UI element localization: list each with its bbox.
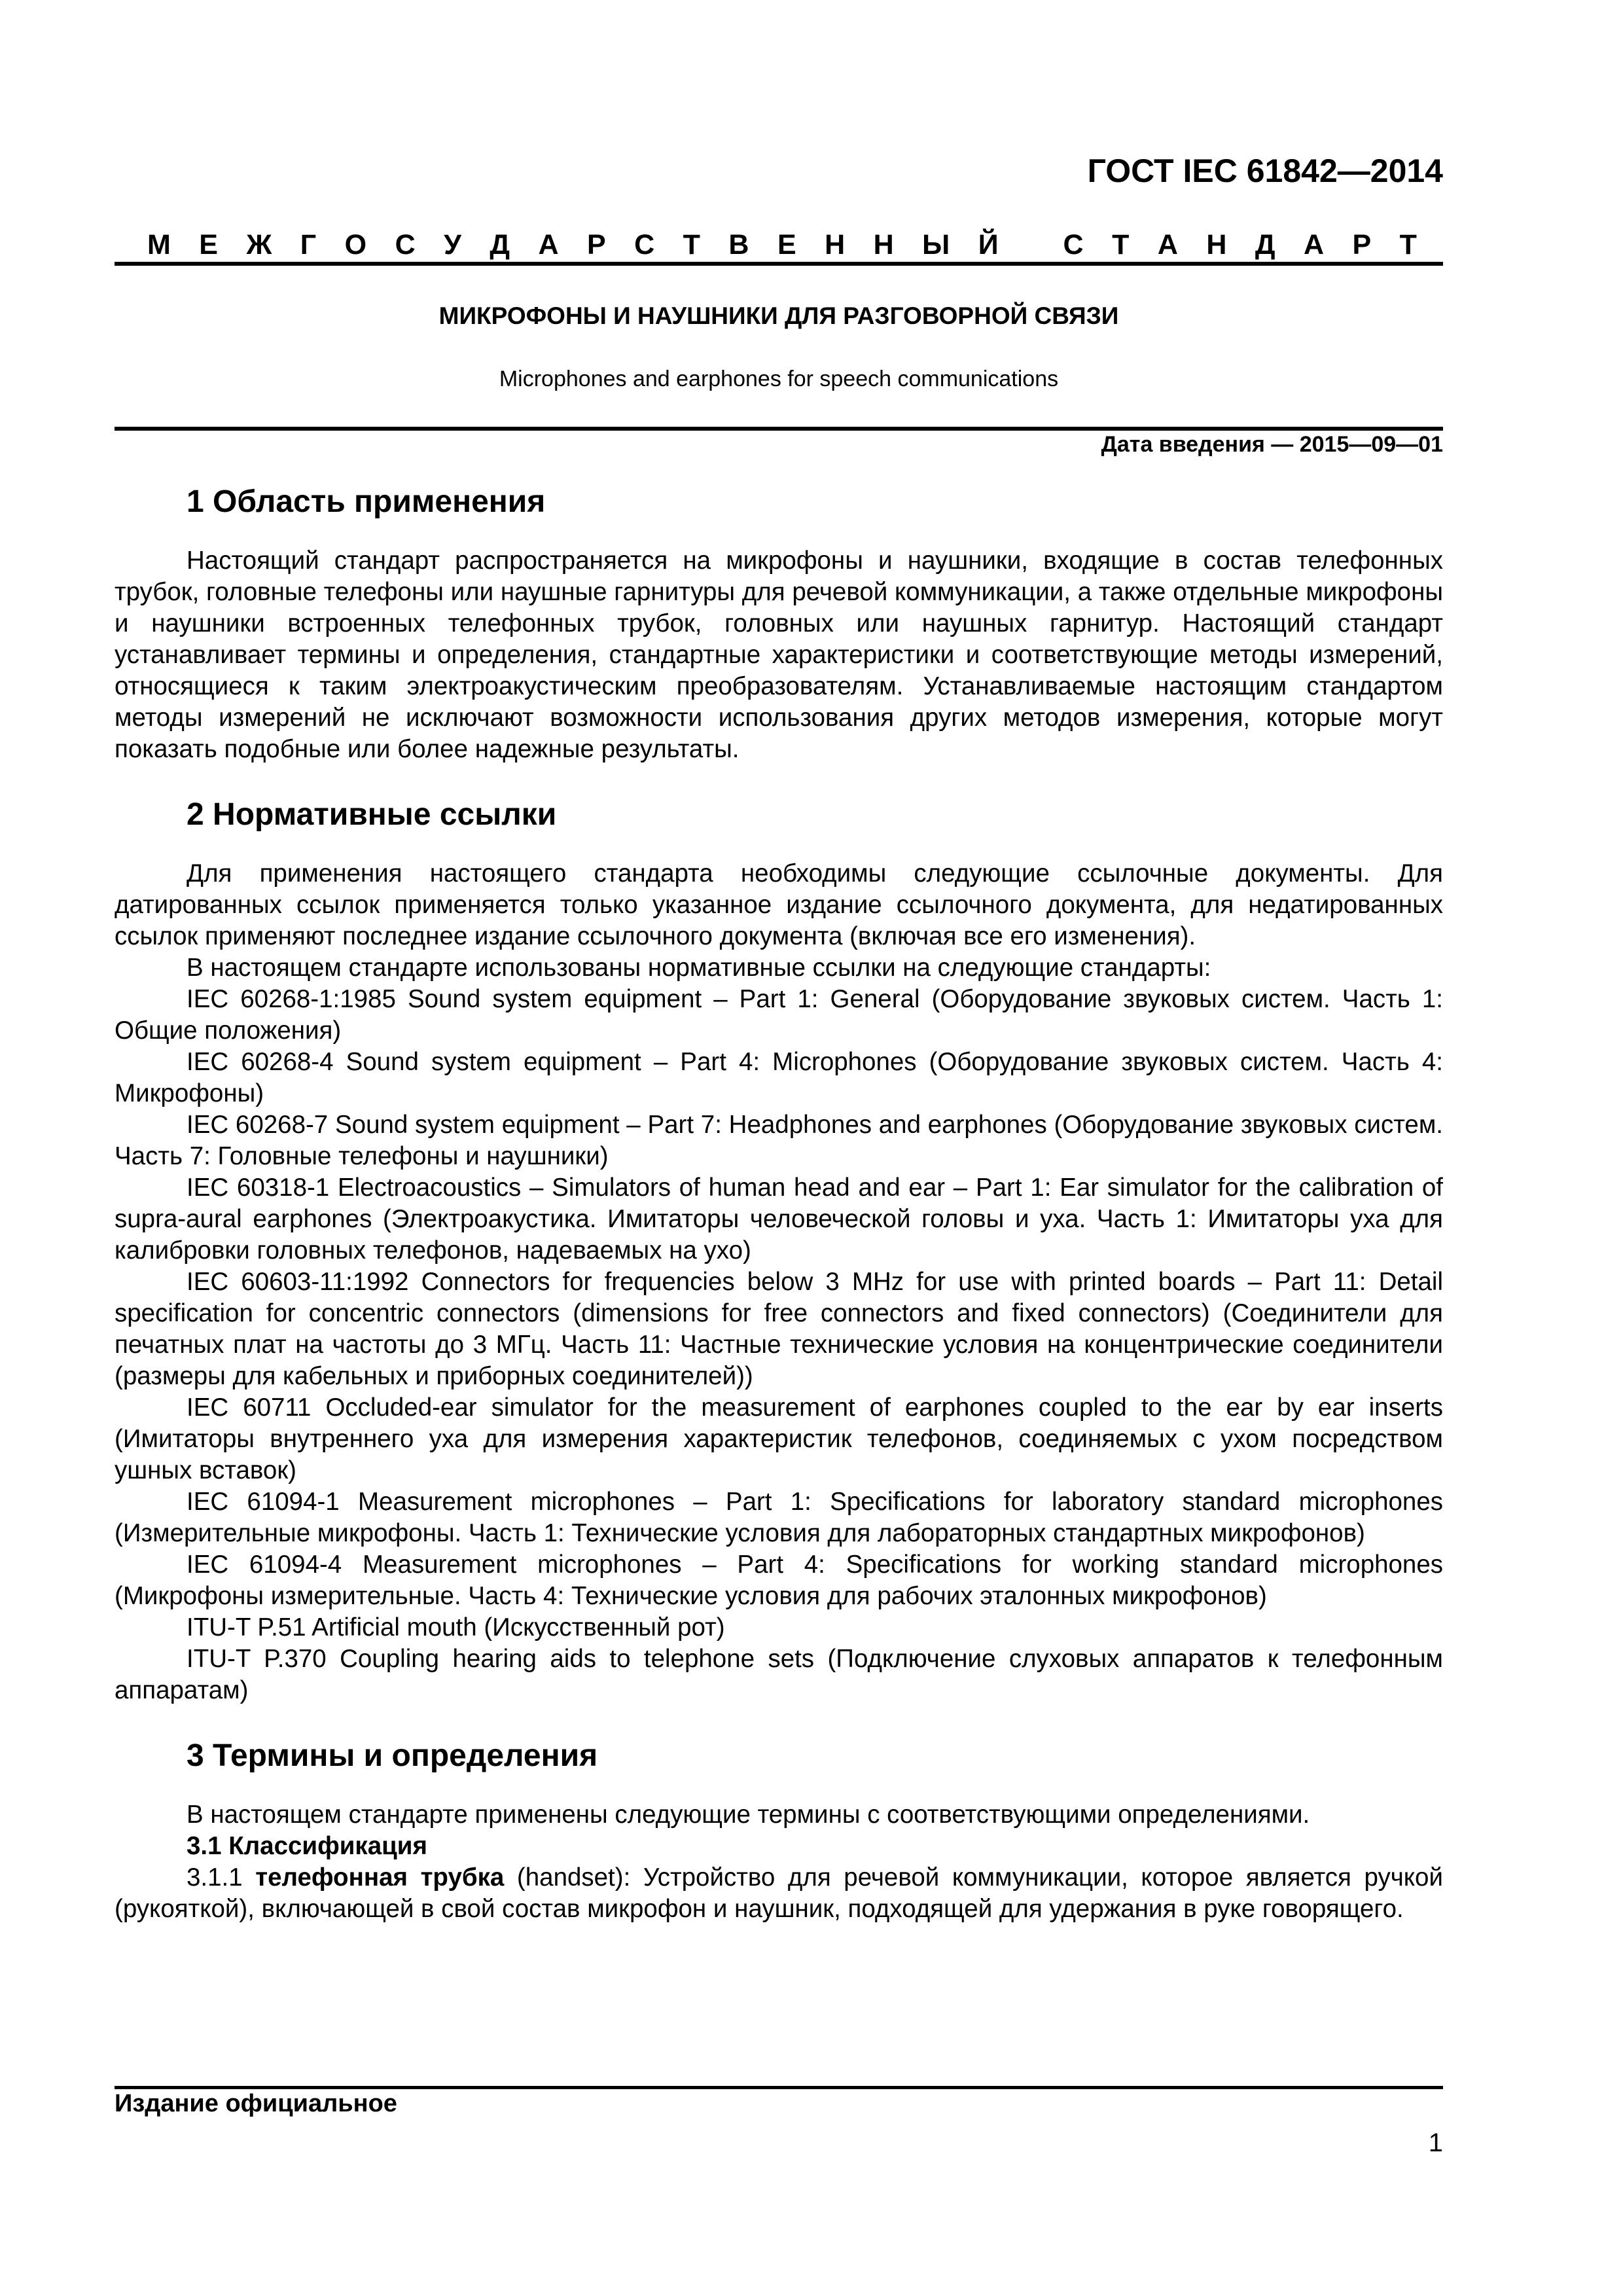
document-body: [115, 481, 1443, 1954]
document-page: [115, 0, 1443, 2296]
banner-letter: Н: [1206, 229, 1227, 260]
banner-letter: У: [444, 229, 461, 260]
banner-letter: М: [147, 229, 171, 260]
banner-letter: В: [728, 229, 749, 260]
banner-letter: Т: [1399, 229, 1417, 260]
term-definition: [115, 1862, 1443, 1925]
banner-letter: А: [538, 229, 559, 260]
banner-letter: С: [634, 229, 655, 260]
banner-letter: Р: [586, 229, 606, 260]
reference-item: IEC 60268-1:1985 Sound system equipment – Part 1: General (Оборудование звуковых систем. Часть 1: Общие положения): [115, 985, 1443, 1045]
footer-rule: [115, 2086, 1443, 2089]
section-heading: 3 Термины и определения: [187, 1738, 598, 1773]
banner-letter: Р: [1352, 229, 1372, 260]
banner-letter: Т: [683, 229, 700, 260]
banner-letter: С: [395, 229, 416, 260]
section-heading: 1 Область применения: [187, 484, 546, 519]
banner-letter: Е: [199, 229, 218, 260]
banner-letter: Г: [300, 229, 317, 260]
banner-letter: А: [1157, 229, 1178, 260]
banner-letter: Н: [873, 229, 894, 260]
banner-letter: А: [1303, 229, 1325, 260]
paragraph: Настоящий стандарт распространяется на микрофоны и наушники, входящие в состав телефонных трубок, головные телефоны или наушные гарнитуры для речевой коммуникации, а также отдельные микрофоны и наушники встроенных телефонных трубок, головных или наушных гарнитур. Настоящий стандарт устанавливает термины и определения, стандартные характеристики и соответствующие методы измерений, относящиеся к таким электроакустическим преобразователям. Устанавливаемые настоящим стандартом методы измерений не исключают возможности использования других методов измерения, которые могут показать подобные или более надежные результаты.: [115, 547, 1443, 763]
paragraph: Для применения настоящего стандарта необходимы следующие ссылочные документы. Для датированных ссылок применяется только указанное издание ссылочного документа, для недатированных ссылок применяют последнее издание ссылочного документа (включая все его изменения).: [115, 859, 1443, 950]
page-number: 1: [1428, 2128, 1443, 2157]
reference-item: IEC 61094-4 Measurement microphones – Part 4: Specifications for working standard microphones (Микрофоны измерительные. Часть 4: Технические условия для рабочих эталонных микрофонов): [115, 1551, 1443, 1610]
banner-gap: [1027, 229, 1035, 261]
standard-title-ru: МИКРОФОНЫ И НАУШНИКИ ДЛЯ РАЗГОВОРНОЙ СВЯЗИ: [438, 302, 1119, 329]
section-normative-references: [115, 794, 1443, 1706]
standard-code: ГОСТ IEC 61842—2014: [1087, 152, 1443, 189]
reference-item: ITU-T P.370 Coupling hearing aids to telephone sets (Подключение слуховых аппаратов к телефонным аппаратам): [115, 1645, 1443, 1704]
reference-item: IEC 60318-1 Electroacoustics – Simulators of human head and ear – Part 1: Ear simulator for the calibration of supra-aural earphones (Электроакустика. Имитаторы человеческой головы и уха. Часть 1: Имитаторы уха для калибровки головных телефонов, надеваемых на ухо): [115, 1174, 1443, 1265]
reference-item: IEC 60603-11:1992 Connectors for frequencies below 3 MHz for use with printed boards – Part 11: Detail specification for concentric connectors (dimensions for free connectors and fixed connectors) (Соединители для печатных плат на частоты до 3 МГц. Часть 11: Частные технические условия на концентрические соединители (размеры для кабельных и приборных соединителей)): [115, 1268, 1443, 1390]
term-number: 3.1.1: [187, 1863, 256, 1892]
banner-letter: Ы: [922, 229, 950, 260]
banner-letter: Т: [1112, 229, 1130, 260]
reference-item: IEC 60711 Occluded-ear simulator for the measurement of earphones coupled to the ear by ear inserts (Имитаторы внутреннего уха для измерения характеристик телефонов, соединяемых с ухом посредством ушных вставок): [115, 1393, 1443, 1484]
banner-letter: О: [344, 229, 367, 260]
term-text: (handset): Устройство для речевой коммуникации, которое является ручкой (рукояткой), включающей в свой состав микрофон и наушник, подходящей для удержания в руке говорящего.: [115, 1863, 1443, 1923]
subsection-heading: 3.1 Классификация: [187, 1832, 427, 1860]
paragraph: В настоящем стандарте применены следующие термины с соответствующими определениями.: [187, 1801, 1310, 1829]
section-terms-definitions: [115, 1735, 1443, 1925]
paragraph: В настоящем стандарте использованы нормативные ссылки на следующие стандарты:: [187, 954, 1211, 982]
header-rule-bottom: [115, 427, 1443, 431]
interstate-standard-banner: [147, 229, 1417, 261]
banner-letter: Ж: [246, 229, 272, 260]
official-edition-label: Издание официальное: [115, 2090, 397, 2117]
banner-letter: Н: [825, 229, 846, 260]
header-rule-top: [115, 262, 1443, 266]
banner-letter: Д: [1255, 229, 1275, 260]
term: телефонная трубка: [255, 1863, 505, 1892]
reference-item: IEC 61094-1 Measurement microphones – Part 1: Specifications for laboratory standard microphones (Измерительные микрофоны. Часть 1: Технические условия для лабораторных стандартных микрофонов): [115, 1488, 1443, 1547]
introduction-date: Дата введения — 2015—09—01: [1101, 432, 1443, 457]
section-heading: 2 Нормативные ссылки: [187, 797, 557, 832]
reference-item: ITU-T P.51 Artificial mouth (Искусственный рот): [187, 1613, 725, 1641]
reference-item: IEC 60268-4 Sound system equipment – Part 4: Microphones (Оборудование звуковых систем. Часть 4: Микрофоны): [115, 1048, 1443, 1107]
banner-letter: Д: [490, 229, 510, 260]
banner-letter: Е: [777, 229, 796, 260]
banner-letter: С: [1063, 229, 1084, 260]
reference-item: IEC 60268-7 Sound system equipment – Part 7: Headphones and earphones (Оборудование звуковых систем. Часть 7: Головные телефоны и наушники): [115, 1111, 1443, 1170]
section-scope: [115, 481, 1443, 765]
banner-letter: Й: [978, 229, 999, 260]
standard-title-en: Microphones and earphones for speech communications: [499, 367, 1059, 391]
